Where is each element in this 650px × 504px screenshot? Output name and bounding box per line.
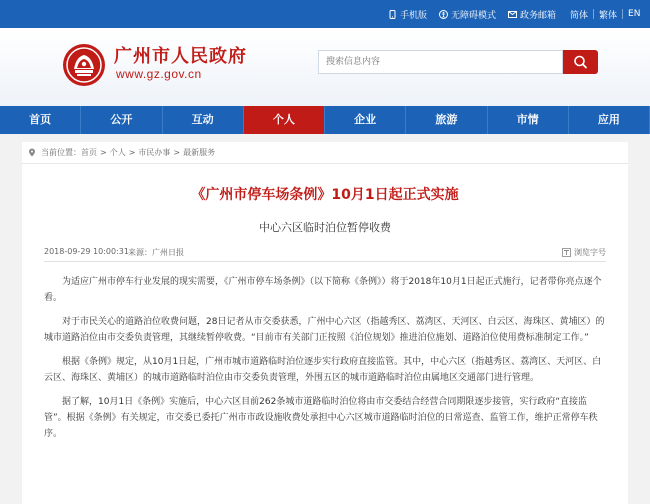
- font-size-icon: [562, 248, 571, 257]
- breadcrumb-separator: >: [173, 148, 181, 157]
- main-nav: [0, 106, 650, 134]
- article-paragraph: 对于市民关心的道路泊位收费问题，28日记者从市交委获悉，广州中心六区（指越秀区、荔湾区、天河区、白云区、海珠区、黄埔区）的城市道路泊位由市交委负责管理，其继续暂停收费。“目前市有关部门正按照《泊位规划》推进泊位施划、道路泊位使用费标准制定工作。”: [44, 317, 605, 343]
- gov-mail-link[interactable]: [508, 8, 556, 21]
- search-input[interactable]: [318, 50, 563, 74]
- lang-simplified[interactable]: 简体: [570, 10, 589, 21]
- mobile-icon: [388, 10, 397, 19]
- site-name[interactable]: 广州市人民政府: [114, 46, 247, 67]
- nav-item-home[interactable]: 首页: [0, 106, 81, 134]
- publish-date: 2018-09-29 10:00:31: [44, 247, 129, 256]
- top-links: [388, 0, 568, 28]
- nav-item-personal[interactable]: 个人: [244, 106, 325, 134]
- article-source: 来源：广州日报: [128, 248, 184, 257]
- mobile-version-link[interactable]: [388, 8, 427, 21]
- mobile-version-label: 手机版: [400, 10, 428, 21]
- search-bar: [318, 50, 598, 74]
- font-size-label: 浏览字号: [574, 248, 606, 257]
- nav-item-public[interactable]: 公开: [81, 106, 162, 134]
- article-meta: [44, 246, 606, 262]
- gov-mail-label: 政务邮箱: [520, 10, 557, 21]
- article-container: [22, 142, 628, 504]
- site-url: www.gz.gov.cn: [116, 67, 202, 81]
- breadcrumb-separator: >: [128, 148, 136, 157]
- nav-item-enterprise[interactable]: 企业: [325, 106, 406, 134]
- article-paragraph: 据了解，10月1日《条例》实施后，中心六区目前262条城市道路临时泊位将由市交委结合经营合同期限逐步接管，实行政府“直接监管”。根据《条例》有关规定，市交委已委托广州市市政设施收费处承担中心六区城市道路临时泊位的日常巡查、监管工作，维护正常停车秩序。: [44, 397, 598, 439]
- article-subtitle: 中心六区临时泊位暂停收费: [259, 221, 391, 234]
- article-paragraph: 根据《条例》规定，从10月1日起，广州市城市道路临时泊位逐步实行政府直接监管。其中，中心六区（指越秀区、荔湾区、天河区、白云区、海珠区、黄埔区）的城市道路临时泊位由市交委负责管理，外围五区的城市道路临时泊位由属地区交通部门进行管理。: [44, 357, 602, 383]
- breadcrumb: [22, 142, 628, 164]
- lang-english[interactable]: EN: [628, 9, 641, 19]
- location-pin-icon: [28, 148, 36, 157]
- breadcrumb-personal[interactable]: 个人: [109, 148, 126, 157]
- breadcrumb-separator: >: [100, 148, 107, 157]
- language-switcher: [565, 0, 645, 28]
- breadcrumb-citizen-affairs[interactable]: 市民办事: [138, 148, 171, 157]
- top-bar: [0, 0, 650, 28]
- nav-item-interaction[interactable]: 互动: [163, 106, 244, 134]
- article-paragraph: 为适应广州市停车行业发展的现实需要，《广州市停车场条例》（以下简称《条例》）将于2018年10月1日起正式施行，记者带你亮点逐个看。: [44, 277, 602, 303]
- breadcrumb-prefix: 当前位置：: [41, 148, 81, 157]
- accessibility-label: 无障碍模式: [451, 10, 497, 21]
- site-header: [0, 28, 650, 106]
- search-button[interactable]: [563, 50, 598, 74]
- article-title: 《广州市停车场条例》10月1日起正式实施: [191, 187, 459, 203]
- nav-item-city-info[interactable]: 市情: [488, 106, 569, 134]
- mail-icon: [508, 10, 517, 19]
- accessibility-icon: [439, 10, 448, 19]
- breadcrumb-latest-services[interactable]: 最新服务: [183, 148, 216, 157]
- breadcrumb-home[interactable]: 首页: [81, 148, 97, 157]
- nav-item-tourism[interactable]: 旅游: [406, 106, 487, 134]
- accessibility-link[interactable]: [439, 8, 496, 21]
- font-size-control[interactable]: [562, 247, 606, 258]
- article-body: [44, 274, 608, 450]
- city-emblem-logo[interactable]: [62, 43, 106, 87]
- nav-item-apps[interactable]: 应用: [569, 106, 650, 134]
- lang-traditional[interactable]: 繁体: [599, 10, 618, 21]
- search-icon: [563, 50, 598, 74]
